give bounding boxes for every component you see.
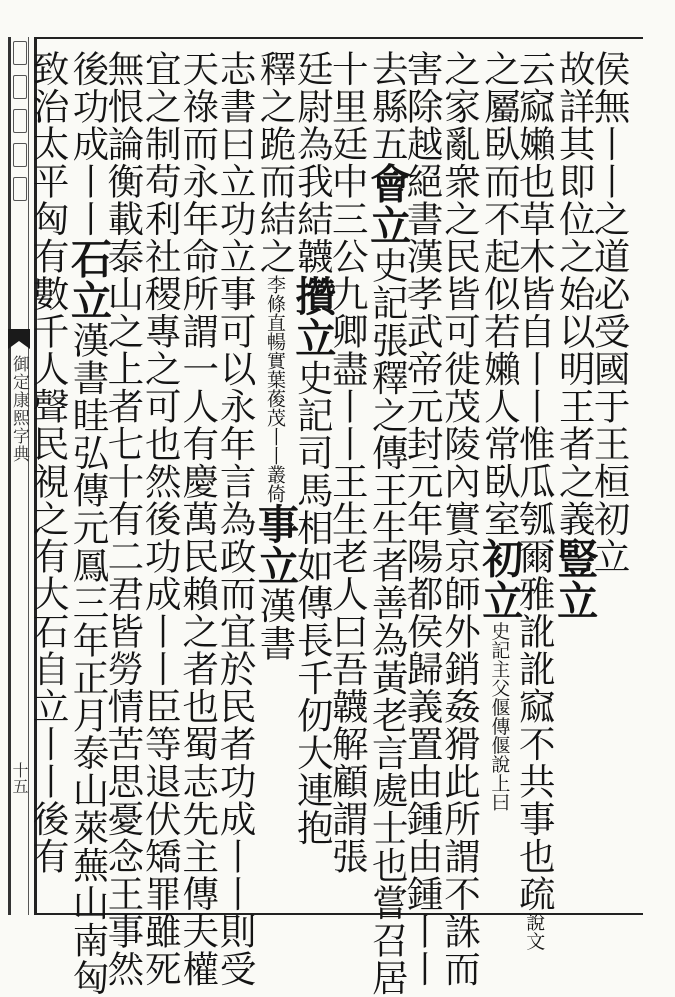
margin-mark-icon bbox=[13, 75, 27, 99]
text-column bbox=[251, 50, 299, 662]
body-text: 故詳其即位之始以明王者之義 bbox=[553, 50, 597, 538]
annotation-text: 說文 bbox=[523, 912, 546, 951]
text-column bbox=[176, 50, 220, 988]
body-text: 之家亂衆之民皆可徙茂陵內實京師外銷姦猾此所謂不誅而 bbox=[438, 50, 482, 988]
body-text: 後功成丨丨 bbox=[67, 50, 110, 238]
margin-mark-icon bbox=[13, 41, 27, 65]
margin-marks bbox=[12, 41, 28, 201]
body-text: 史記張釋之傳王生者善為黃老言處士也嘗召居 bbox=[366, 246, 410, 997]
body-text: 史記司馬相如傳長千仞大連抱 bbox=[291, 359, 335, 847]
body-text: 釋之跪而結之 bbox=[254, 50, 297, 275]
annotation-text: 李條直暢實葉葰茂丨丨叢倚 bbox=[264, 275, 286, 503]
body-text: 天祿而永年命所謂一人有慶萬民賴之者也蜀志先主傳夫權 bbox=[176, 50, 220, 988]
text-column bbox=[139, 50, 183, 988]
frame-top-rule bbox=[34, 37, 643, 39]
body-text: 害除越絕書漢孝武帝元封元年陽都侯歸義置由鍾由鍾丨丨 bbox=[401, 50, 445, 988]
body-text: 漢書眭弘傳元鳳三年正月泰山萊蕪山南匈 bbox=[67, 321, 110, 997]
text-column bbox=[64, 50, 112, 997]
body-text: 侯無丨丨之道必受國于王桓初立 bbox=[588, 50, 632, 575]
headword: 攢立 bbox=[288, 275, 337, 359]
body-text: 致治太平 bbox=[27, 50, 71, 200]
page-margin bbox=[0, 37, 30, 915]
body-text: 廷中三公九卿盡丨丨王生老人曰吾韤解顧謂張 bbox=[326, 125, 370, 875]
text-column bbox=[438, 50, 482, 988]
body-text: 宜之制苟利社稷專之可也然後功成丨丨臣等退伏矯罪雖死 bbox=[139, 50, 183, 988]
text-column bbox=[27, 50, 71, 875]
body-text: 無恨論衡載泰山之上者七十有二君皆勞情苦思憂念王事然 bbox=[101, 50, 145, 988]
margin-mark-icon bbox=[13, 177, 27, 201]
margin-mark-icon bbox=[13, 109, 27, 133]
text-column bbox=[475, 50, 524, 812]
headword: 會立 bbox=[363, 162, 412, 247]
headword: 初立 bbox=[475, 537, 524, 622]
book-title: 御定康熙字典 bbox=[9, 355, 29, 463]
margin-mark-icon bbox=[13, 143, 27, 167]
body-text: 志書曰立功立事可以永年言為政而宜於民者功成丨丨則受 bbox=[214, 50, 258, 988]
headword: 事立 bbox=[251, 503, 299, 587]
text-column bbox=[214, 50, 258, 988]
text-column bbox=[288, 50, 337, 847]
body-text: 云窳嬾也草木皆自丨丨惟瓜瓠 bbox=[513, 50, 557, 538]
text-column bbox=[363, 50, 412, 997]
text-column bbox=[550, 50, 599, 622]
body-text: 匈有數千人聲民視之有大石自立丨丨後有 bbox=[27, 200, 71, 875]
headword: 豎立 bbox=[550, 537, 599, 622]
body-text: 漢書 bbox=[254, 587, 297, 662]
body-text: 十里 bbox=[326, 50, 370, 125]
body-text: 之屬臥而不起似若嬾人常臥室 bbox=[478, 50, 522, 538]
body-text: 廷尉為我結韤 bbox=[291, 50, 335, 275]
headword: 石立 bbox=[64, 237, 112, 322]
body-text: 去縣五 bbox=[366, 50, 410, 163]
annotation-text: 史記主父偃傳偃說上曰 bbox=[488, 621, 511, 812]
page-number: 十五 bbox=[10, 762, 29, 794]
body-text: 爾雅訛訛窳不共事也疏 bbox=[513, 537, 557, 913]
